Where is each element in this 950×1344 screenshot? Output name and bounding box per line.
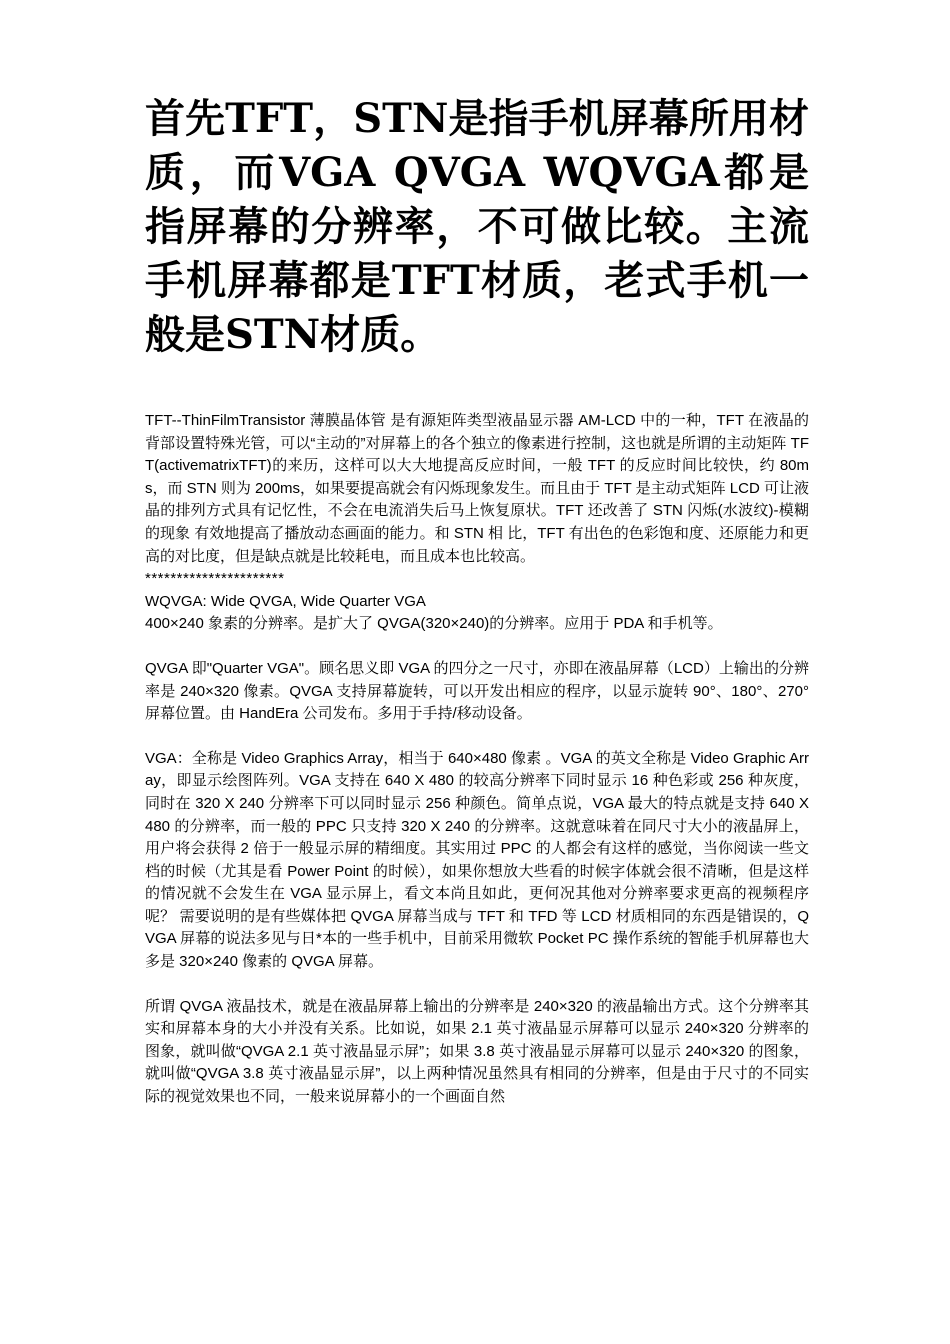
document-body <box>145 410 809 1109</box>
wqvga-heading: WQVGA: Wide QVGA, Wide Quarter VGA <box>145 592 426 610</box>
separator-line: ********************** <box>145 570 285 588</box>
document-page <box>145 92 809 1109</box>
document-title: 首先TFT，STN是指手机屏幕所用材质，而VGA QVGA WQVGA都是指屏幕的分辨率，不可做比较。主流手机屏幕都是TFT材质，老式手机一般是STN材质。 <box>145 95 809 358</box>
qvga-tech-paragraph: 所谓 QVGA 液晶技术，就是在液晶屏幕上输出的分辨率是 240×320 的液晶输出方式。这个分辨率其实和屏幕本身的大小并没有关系。比如说，如果 2.1 英寸液晶显示屏幕可以显示 240×320 分辨率的图象，就叫做“QVGA 2.1 英寸液晶显示屏”；如果 3.8 英寸液晶显示屏幕可以显示 240×320 的图象，就叫做“QVGA 3.8 英寸液晶显示屏”，以上两种情况虽然具有相同的分辨率，但是由于尺寸的不同实际的视觉效果也不同，一般来说屏幕小的一个画面自然 <box>145 997 809 1106</box>
vga-paragraph: VGA：全称是 Video Graphics Array，相当于 640×480 像素 。VGA 的英文全称是 Video Graphic Array，即显示绘图阵列。VGA 支持在 640 X 480 的较高分辨率下同时显示 16 种色彩或 256 种灰度，同时在 320 X 240 分辨率下可以同时显示 256 种颜色。简单点说，VGA 最大的特点就是支持 640 X 480 的分辨率，而一般的 PPC 只支持 320 X 240 的分辨率。这就意味着在同尺寸大小的液晶屏上，用户将会获得 2 倍于一般显示屏的精细度。其实用过 PPC 的人都会有这样的感觉，当你阅读一些文档的时候（尤其是看 Power Point 的时候），如果你想放大些看的时候字体就会很不清晰，但是这样的情况就不会发生在 VGA 显示屏上，看文本尚且如此，更何况其他对分辨率要求更高的视频程序呢？ 需要说明的是有些媒体把 QVGA 屏幕当成与 TFT 和 TFD 等 LCD 材质相同的东西是错误的，QVGA 屏幕的说法多见与日*本的一些手机中，目前采用微软 Pocket PC 操作系统的智能手机屏幕也大多是 320×240 像素的 QVGA 屏幕。 <box>145 749 809 971</box>
qvga-paragraph: QVGA 即"Quarter VGA"。顾名思义即 VGA 的四分之一尺寸，亦即在液晶屏幕（LCD）上输出的分辨率是 240×320 像素。QVGA 支持屏幕旋转，可以开发出相应的程序，以显示旋转 90°、180°、270°屏幕位置。由 HandEra 公司发布。多用于手持/移动设备。 <box>145 659 809 723</box>
wqvga-text: 400×240 象素的分辨率。是扩大了 QVGA(320×240)的分辨率。应用于 PDA 和手机等。 <box>145 615 723 633</box>
tft-paragraph: TFT--ThinFilmTransistor 薄膜晶体管 是有源矩阵类型液晶显示器 AM-LCD 中的一种，TFT 在液晶的背部设置特殊光管，可以“主动的”对屏幕上的各个独立的像素进行控制，这也就是所谓的主动矩阵 TFT(activematrixTFT)的来历，这样可以大大地提高反应时间，一般 TFT 的反应时间比较快，约 80ms，而 STN 则为 200ms，如果要提高就会有闪烁现象发生。而且由于 TFT 是主动式矩阵 LCD 可让液晶的排列方式具有记忆性，不会在电流消失后马上恢复原状。TFT 还改善了 STN 闪烁(水波纹)-模糊的现象 有效地提高了播放动态画面的能力。和 STN 相 比，TFT 有出色的色彩饱和度、还原能力和更高的对比度，但是缺点就是比较耗电，而且成本也比较高。 <box>145 412 809 565</box>
